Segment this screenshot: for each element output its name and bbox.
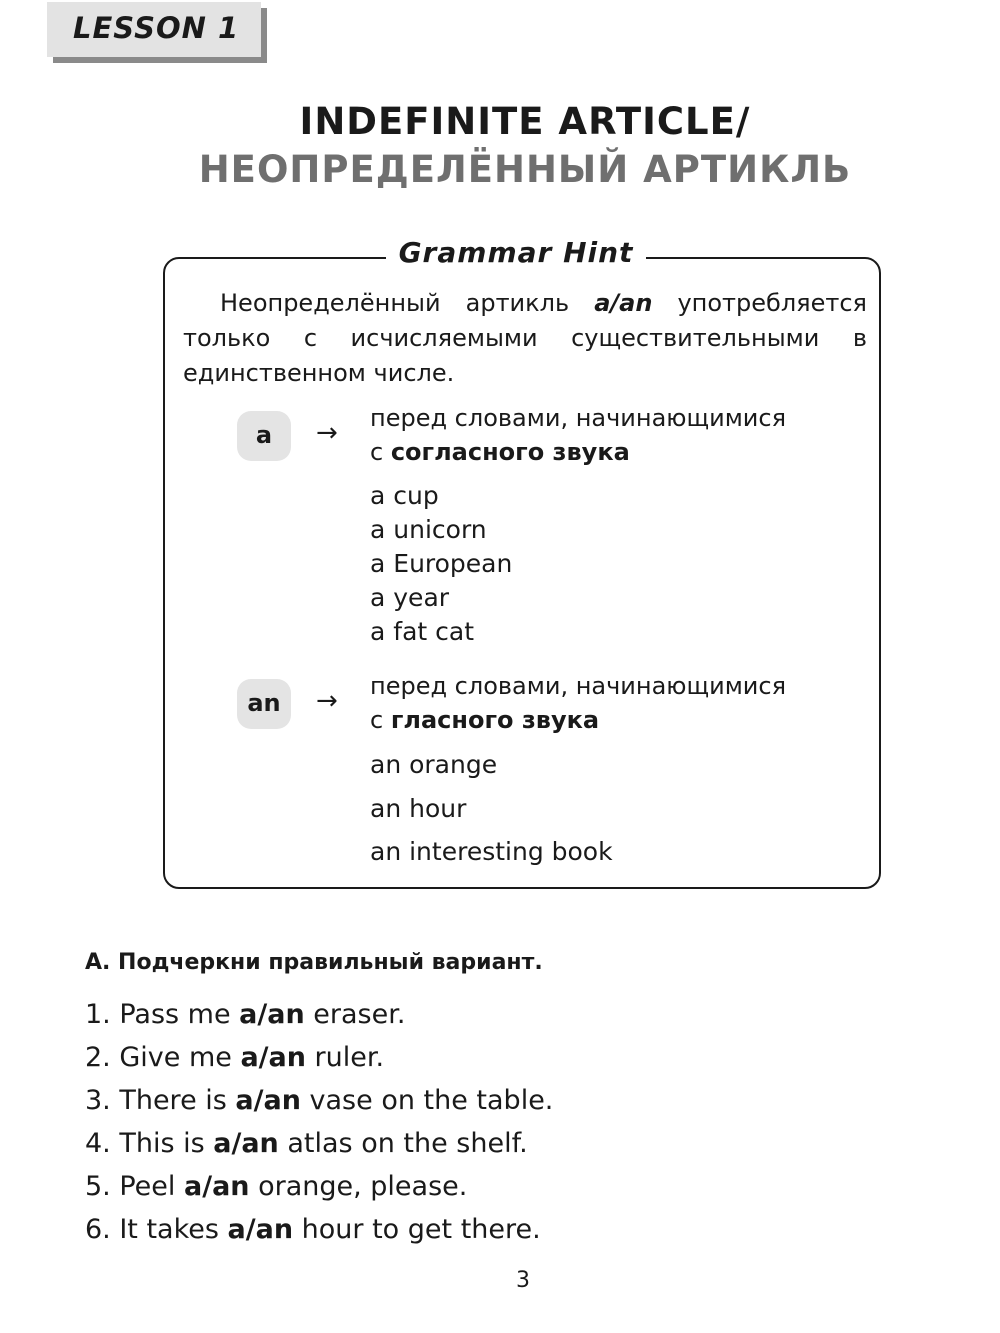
answer-choice[interactable]: a/an [183,1171,250,1202]
example-item: an hour [370,793,467,823]
exercise-item: 2. Give me a/an ruler. [85,1042,385,1073]
exercise-item: 1. Pass me a/an eraser. [85,999,406,1030]
example-item: a European [370,549,513,578]
example-item: a fat cat [370,617,475,646]
example-item: a unicorn [370,515,487,544]
example-item: an interesting book [370,837,613,866]
article-an-examples [370,743,613,874]
article-a-rule: перед словами, начинающимися с согласного звука [370,404,787,466]
answer-choice[interactable]: a/an [235,1085,301,1116]
lesson-label: LESSON 1 [73,11,240,45]
article-a-badge: a [237,411,291,461]
answer-choice[interactable]: a/an [227,1214,294,1245]
hint-intro: Неопределённый артикль a/an употребляется только с исчисляемыми существительными в единственном числе. [183,289,867,387]
lesson-tab [47,2,261,57]
answer-choice[interactable]: a/an [240,1042,306,1073]
exercise-heading: А. Подчеркни правильный вариант. [85,950,543,975]
arrow-icon: → [316,418,338,448]
article-an-badge: an [237,679,291,729]
grammar-hint-title: Grammar Hint [386,236,646,276]
arrow-icon: → [316,686,338,716]
page-title-english: INDEFINITE ARTICLE/ [299,100,751,143]
answer-choice[interactable]: a/an [239,999,305,1030]
example-item: a cup [370,481,439,510]
example-item: an orange [370,750,498,779]
article-a-examples [370,479,512,649]
page-title-russian: НЕОПРЕДЕЛЁННЫЙ АРТИКЛЬ [198,148,852,191]
example-item: a year [370,583,450,612]
page-number: 3 [516,1268,530,1293]
article-an-rule: перед словами, начинающимися с гласного звука [370,672,787,734]
exercise-item: 5. Peel a/an orange, please. [85,1171,468,1202]
exercise-item: 4. This is a/an atlas on the shelf. [85,1128,528,1159]
exercise-item: 3. There is a/an vase on the table. [85,1085,554,1116]
answer-choice[interactable]: a/an [213,1128,279,1159]
exercise-item: 6. It takes a/an hour to get there. [85,1214,541,1245]
exercise-list [85,993,553,1251]
